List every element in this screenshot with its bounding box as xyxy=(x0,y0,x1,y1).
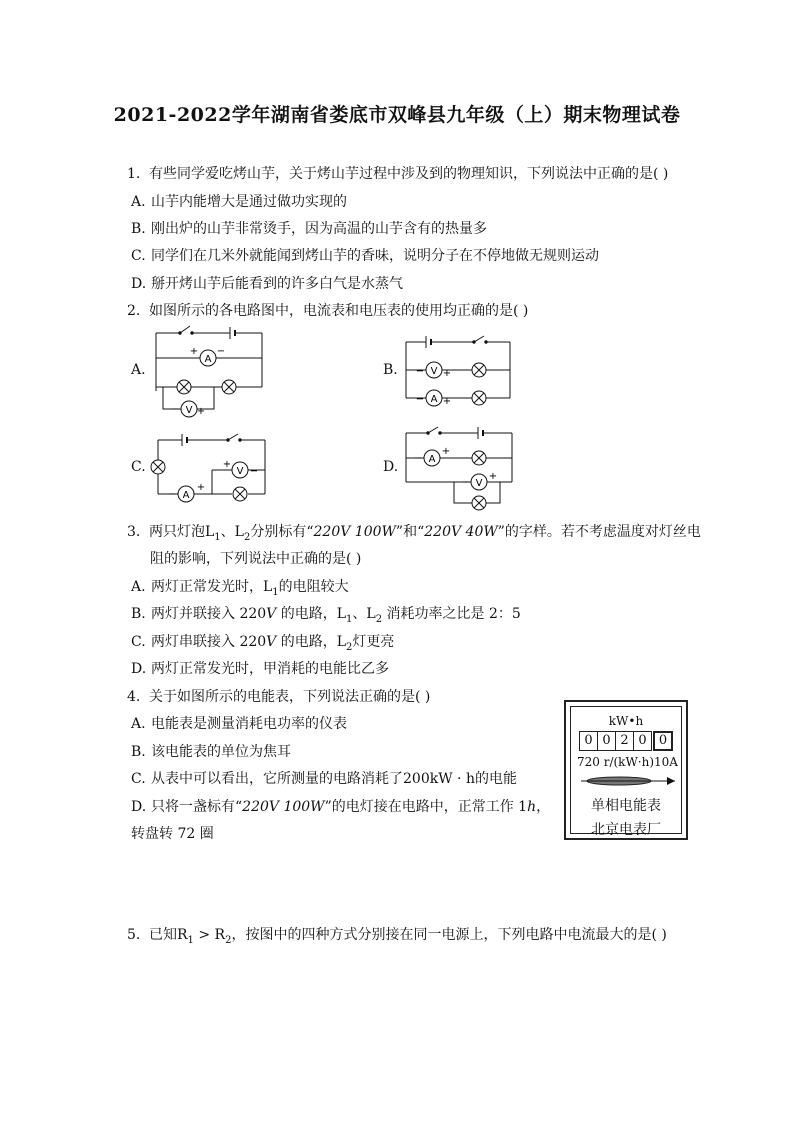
q4-option-b xyxy=(131,741,291,761)
voltmeter-icon xyxy=(223,459,258,478)
text-fragment: ”的字样。若不考虑温度对灯丝电 xyxy=(497,524,701,540)
unit-text: V xyxy=(266,634,277,650)
option-text: 两灯正常发光时，L xyxy=(151,579,273,595)
question-4 xyxy=(127,686,430,706)
option-text: 的电路，L xyxy=(276,634,347,650)
circuit-d-label: D. xyxy=(383,459,399,475)
question-3-line2: 阻的影响，下列说法中正确的是( ) xyxy=(150,551,362,567)
question-text: 如图所示的各电路图中，电流表和电压表的使用均正确的是( ) xyxy=(149,303,529,319)
subscript: 2 xyxy=(225,934,232,946)
voltmeter-icon xyxy=(462,471,497,490)
option-text: 两灯串联接入 220 xyxy=(151,634,267,650)
electric-meter xyxy=(564,700,688,840)
svg-text:−: − xyxy=(415,366,425,377)
option-text: 山芋内能增大是通过做功实现的 xyxy=(151,194,347,210)
option-text: 的电路，L xyxy=(276,606,347,622)
option-label: A. xyxy=(131,579,146,595)
svg-text:−: − xyxy=(216,346,226,357)
spec-text: 220V 100W xyxy=(313,524,396,540)
q4-option-d-line2: 转盘转 72 圈 xyxy=(131,826,214,842)
voltmeter-icon xyxy=(171,401,205,417)
svg-text:+: + xyxy=(189,346,199,357)
subscript: 1 xyxy=(272,586,279,598)
option-text: ”的电灯接在电路中，正常工作 1 xyxy=(324,799,528,815)
option-label: A. xyxy=(131,716,146,732)
subscript: 1 xyxy=(187,934,194,946)
exam-title: 2021-2022学年湖南省娄底市双峰县九年级（上）期末物理试卷 xyxy=(113,104,681,126)
unit-text: V xyxy=(266,606,277,622)
text-fragment: ”和“ xyxy=(395,524,425,540)
circuit-c-label: C. xyxy=(131,459,146,475)
svg-text:A: A xyxy=(430,394,438,405)
unit-text: h xyxy=(527,799,537,815)
subscript: 2 xyxy=(375,613,383,625)
option-text: 电能表是测量消耗电功率的仪表 xyxy=(151,716,347,732)
spec-text: 220V 40W xyxy=(424,524,498,540)
option-label: D. xyxy=(131,661,147,677)
circuit-diagrams xyxy=(0,0,794,520)
text-fragment: 分别标有“ xyxy=(250,524,314,540)
option-label: D. xyxy=(131,276,147,292)
svg-text:+: + xyxy=(196,406,206,417)
question-number: 5. xyxy=(127,927,141,943)
q4-option-a xyxy=(131,713,347,733)
q3-option-b xyxy=(131,603,521,625)
lamp-icon xyxy=(233,487,247,501)
svg-text:A: A xyxy=(204,354,212,365)
circuit-a-label: A. xyxy=(131,362,146,378)
meter-digits xyxy=(579,731,672,751)
subscript: 1 xyxy=(214,531,221,543)
ammeter-icon xyxy=(416,390,451,407)
option-text: 、L xyxy=(352,606,376,622)
circuit-b-label: B. xyxy=(383,362,398,378)
question-number: 3. xyxy=(127,524,141,540)
ammeter-icon xyxy=(168,482,205,502)
svg-text:A: A xyxy=(182,490,190,501)
ammeter-icon xyxy=(414,446,450,466)
text-fragment: 两只灯泡L xyxy=(149,524,215,540)
option-label: B. xyxy=(131,606,146,622)
svg-text:+: + xyxy=(196,482,206,493)
svg-text:−: − xyxy=(415,394,425,405)
option-text: 消耗功率之比是 2：5 xyxy=(382,606,521,622)
svg-text:V: V xyxy=(475,478,483,489)
svg-text:−: − xyxy=(170,404,180,415)
circuit-c xyxy=(158,434,265,494)
option-label: C. xyxy=(131,634,146,650)
lamp-icon xyxy=(472,363,486,377)
text-fragment: 已知R xyxy=(149,927,188,943)
svg-text:−: − xyxy=(167,489,177,500)
option-text: 从表中可以看出，它所测量的电路消耗了200kW · h的电能 xyxy=(151,771,517,787)
q3-option-d xyxy=(131,658,389,678)
ammeter-icon xyxy=(190,346,225,366)
option-label: B. xyxy=(131,744,146,760)
svg-text:A: A xyxy=(428,454,436,465)
question-5 xyxy=(127,924,667,946)
meter-maker: 北京电表厂 xyxy=(591,822,661,838)
q4-option-c xyxy=(131,768,517,788)
svg-text:+: + xyxy=(442,396,452,407)
option-text: 掰开烤山芋后能看到的许多白气是水蒸气 xyxy=(151,276,403,292)
option-text: 两灯并联接入 220 xyxy=(151,606,267,622)
meter-frame xyxy=(570,706,682,838)
lamp-icon xyxy=(222,380,236,394)
subscript: 2 xyxy=(243,531,251,543)
meter-digit: 0 xyxy=(597,731,616,751)
option-text: 同学们在几米外就能闻到烤山芋的香味，说明分子在不停地做无规则运动 xyxy=(151,248,599,264)
meter-digit: 0 xyxy=(579,731,598,751)
svg-text:−: − xyxy=(413,453,423,464)
question-number: 2. xyxy=(127,303,141,319)
q3-option-c xyxy=(131,631,394,653)
text-fragment: 、L xyxy=(220,524,244,540)
option-label: B. xyxy=(131,221,146,237)
q3-option-a xyxy=(131,576,349,598)
question-3 xyxy=(127,521,701,543)
voltmeter-icon xyxy=(416,362,451,379)
option-text: 两灯正常发光时，甲消耗的电能比乙多 xyxy=(151,661,389,677)
lamp-icon xyxy=(151,460,165,474)
lamp-icon xyxy=(472,496,486,510)
svg-text:V: V xyxy=(185,405,193,416)
svg-text:+: + xyxy=(488,471,498,482)
svg-text:+: + xyxy=(222,459,232,470)
meter-digit: 2 xyxy=(615,731,634,751)
meter-unit: kW•h xyxy=(608,714,644,728)
svg-text:−: − xyxy=(461,477,471,488)
meter-spec: 720 r/(kW·h)10A xyxy=(577,755,678,769)
lamp-icon xyxy=(472,391,486,405)
svg-text:+: + xyxy=(441,446,451,457)
subscript: 2 xyxy=(346,641,353,653)
question-text: 有些同学爱吃烤山芋，关于烤山芋过程中涉及到的物理知识，下列说法中正确的是( ) xyxy=(149,166,669,182)
meter-name: 单相电能表 xyxy=(591,798,661,814)
lamp-icon xyxy=(472,451,486,465)
option-text: 该电能表的单位为焦耳 xyxy=(151,744,291,760)
text-fragment: > R xyxy=(193,927,226,943)
option-text: ， xyxy=(536,799,551,815)
option-label: D. xyxy=(131,799,147,815)
turntable-arrow-icon xyxy=(577,773,681,789)
question-number: 1. xyxy=(127,166,141,182)
meter-digit: 0 xyxy=(633,731,652,751)
circuit-d xyxy=(406,427,512,503)
meter-decimal-digit: 0 xyxy=(653,731,673,751)
svg-text:V: V xyxy=(430,366,438,377)
q4-option-d xyxy=(131,796,550,816)
option-label: A. xyxy=(131,194,146,210)
option-text: 灯更亮 xyxy=(352,634,395,650)
option-label: C. xyxy=(131,771,146,787)
question-text: 关于如图所示的电能表，下列说法正确的是( ) xyxy=(149,689,431,705)
question-number: 4. xyxy=(127,689,141,705)
option-label: C. xyxy=(131,248,146,264)
svg-text:V: V xyxy=(236,466,244,477)
svg-text:−: − xyxy=(249,466,259,477)
spec-text: 220V 100W xyxy=(242,799,325,815)
option-text: 的电阻较大 xyxy=(278,579,349,595)
text-fragment: ，按图中的四种方式分别接在同一电源上，下列电路中电流最大的是( ) xyxy=(231,927,667,943)
subscript: 1 xyxy=(346,613,353,625)
option-text: 刚出炉的山芋非常烫手，因为高温的山芋含有的热量多 xyxy=(151,221,487,237)
svg-text:+: + xyxy=(442,368,452,379)
lamp-icon xyxy=(177,380,191,394)
circuit-a xyxy=(156,326,262,409)
option-text: 只将一盏标有“ xyxy=(151,799,243,815)
